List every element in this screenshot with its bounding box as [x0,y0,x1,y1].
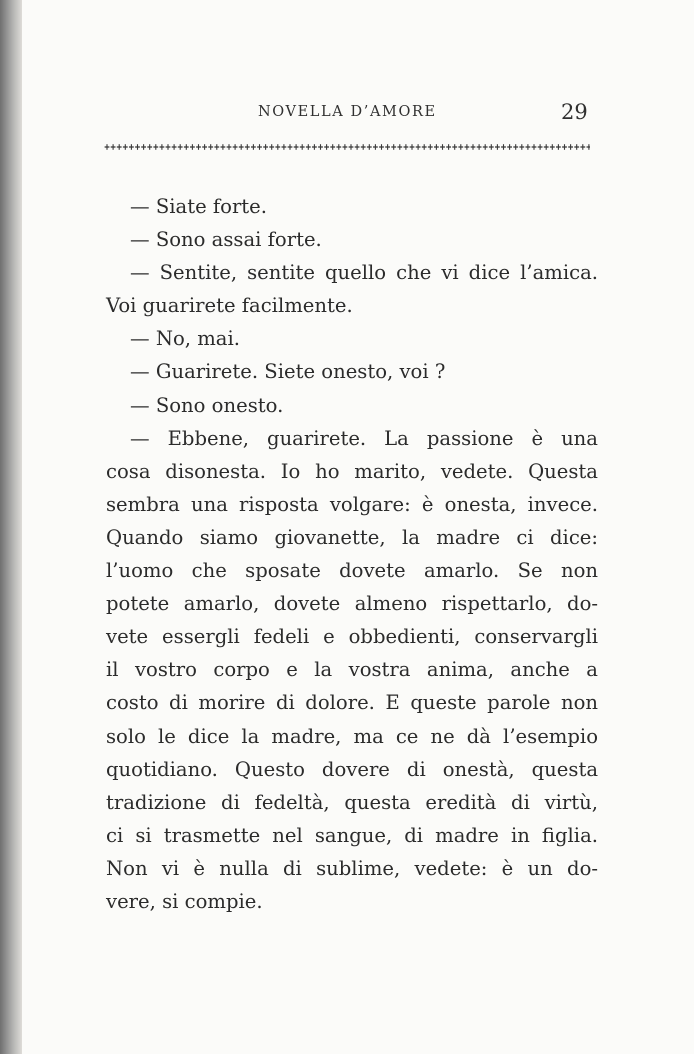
text-line: costo di morire di dolore. E queste parole non [106,691,598,715]
ornament-glyph [422,144,427,150]
text-line: Non vi è nulla di sublime, vedete: è un do- [106,856,598,880]
ornament-glyph [538,144,543,150]
ornament-glyph [257,144,262,150]
text-line: sembra una risposta volgare: è onesta, invece. [106,492,598,516]
text-line: — Ebbene, guarirete. La passione è una [130,426,598,450]
ornament-glyph [190,144,195,150]
ornament-glyph [440,144,445,150]
ornament-glyph [507,144,512,150]
ornament-glyph [135,144,140,150]
ornament-glyph [324,144,329,150]
ornament-glyph [153,144,158,150]
ornament-glyph [294,144,299,150]
ornament-glyph [513,144,518,150]
ornament-glyph [434,144,439,150]
text-line: l’uomo che sposate dovete amarlo. Se non [106,559,598,583]
ornament-glyph [501,144,506,150]
ornament-glyph [550,144,555,150]
ornament-glyph [355,144,360,150]
ornament-glyph [556,144,561,150]
page-binding-edge [0,0,22,1054]
body-text [106,190,598,918]
text-line: — Sentite, sentite quello che vi dice l’amica. [130,261,598,285]
ornament-glyph [251,144,256,150]
ornament-glyph [477,144,482,150]
ornament-glyph [147,144,152,150]
text-line: potete amarlo, dovete almeno rispettarlo, do- [106,592,598,616]
running-title: NOVELLA D’AMORE [258,104,437,120]
ornament-glyph [410,144,415,150]
ornament-glyph [562,144,567,150]
ornament-glyph [416,144,421,150]
ornament-glyph [105,144,110,150]
ornament-glyph [117,144,122,150]
ornament-glyph [373,144,378,150]
ornament-glyph [214,144,219,150]
ornament-glyph [129,144,134,150]
ornament-glyph [532,144,537,150]
ornament-glyph [544,144,549,150]
text-line: Voi guarirete facilmente. [106,294,353,318]
text-line: — Sono onesto. [130,393,284,417]
ornament-glyph [446,144,451,150]
text-line: cosa disonesta. Io ho marito, vedete. Questa [106,459,598,483]
ornament-glyph [404,144,409,150]
text-line: quotidiano. Questo dovere di onestà, questa [106,757,598,781]
ornament-glyph [574,144,579,150]
ornament-glyph [349,144,354,150]
text-line: Quando siamo giovanette, la madre ci dice: [106,525,598,549]
text-line: — Siate forte. [130,195,268,218]
ornament-glyph [184,144,189,150]
decorative-rule [104,140,590,154]
ornament-glyph [288,144,293,150]
ornament-glyph [178,144,183,150]
ornament-glyph [397,144,402,150]
text-line: — Guarirete. Siete onesto, voi ? [130,360,446,384]
ornament-glyph [495,144,500,150]
ornament-glyph [580,144,585,150]
text-line: vete essergli fedeli e obbedienti, conservargli [106,625,598,649]
ornament-glyph [172,144,177,150]
ornament-glyph [263,144,268,150]
ornament-glyph [330,144,335,150]
ornament-glyph [526,144,531,150]
ornament-glyph [166,144,171,150]
text-line: ci si trasmette nel sangue, di madre in figlia. [106,823,598,847]
ornament-glyph [227,144,232,150]
ornament-glyph [361,144,366,150]
ornament-glyph [318,144,323,150]
ornament-glyph [312,144,317,150]
ornament-glyph [519,144,524,150]
ornament-glyph [141,144,146,150]
ornament-glyph [452,144,457,150]
text-line: — No, mai. [130,327,240,351]
ornament-glyph [245,144,250,150]
ornament-glyph [587,144,591,150]
text-line: vere, si compie. [106,889,263,913]
ornament-glyph [465,144,470,150]
ornament-glyph [221,144,226,150]
text-line: solo le dice la madre, ma ce ne dà l’esempio [106,724,598,748]
text-line: il vostro corpo e la vostra anima, anche a [106,658,598,682]
ornament-glyph [379,144,384,150]
ornament-glyph [269,144,274,150]
ornament-glyph [306,144,311,150]
ornament-glyph [336,144,341,150]
ornament-glyph [300,144,305,150]
page-number: 29 [561,100,588,124]
ornament-glyph [160,144,165,150]
ornament-glyph [196,144,201,150]
ornament-glyph [239,144,244,150]
text-line: — Sono assai forte. [130,228,322,252]
ornament-glyph [483,144,488,150]
text-line: tradizione di fedeltà, questa eredità di virtù, [106,790,598,814]
ornament-glyph [489,144,494,150]
ornament-glyph [233,144,238,150]
ornament-glyph [275,144,280,150]
ornament-glyph [428,144,433,150]
ornament-glyph [385,144,390,150]
ornament-glyph [458,144,463,150]
ornament-glyph [343,144,348,150]
ornament-glyph [208,144,213,150]
ornament-glyph [367,144,372,150]
ornament-glyph [123,144,128,150]
ornament-glyph [202,144,207,150]
ornament-glyph [568,144,573,150]
ornament-glyph [282,144,287,150]
ornament-glyph [111,144,116,150]
ornament-glyph [391,144,396,150]
ornament-glyph [471,144,476,150]
